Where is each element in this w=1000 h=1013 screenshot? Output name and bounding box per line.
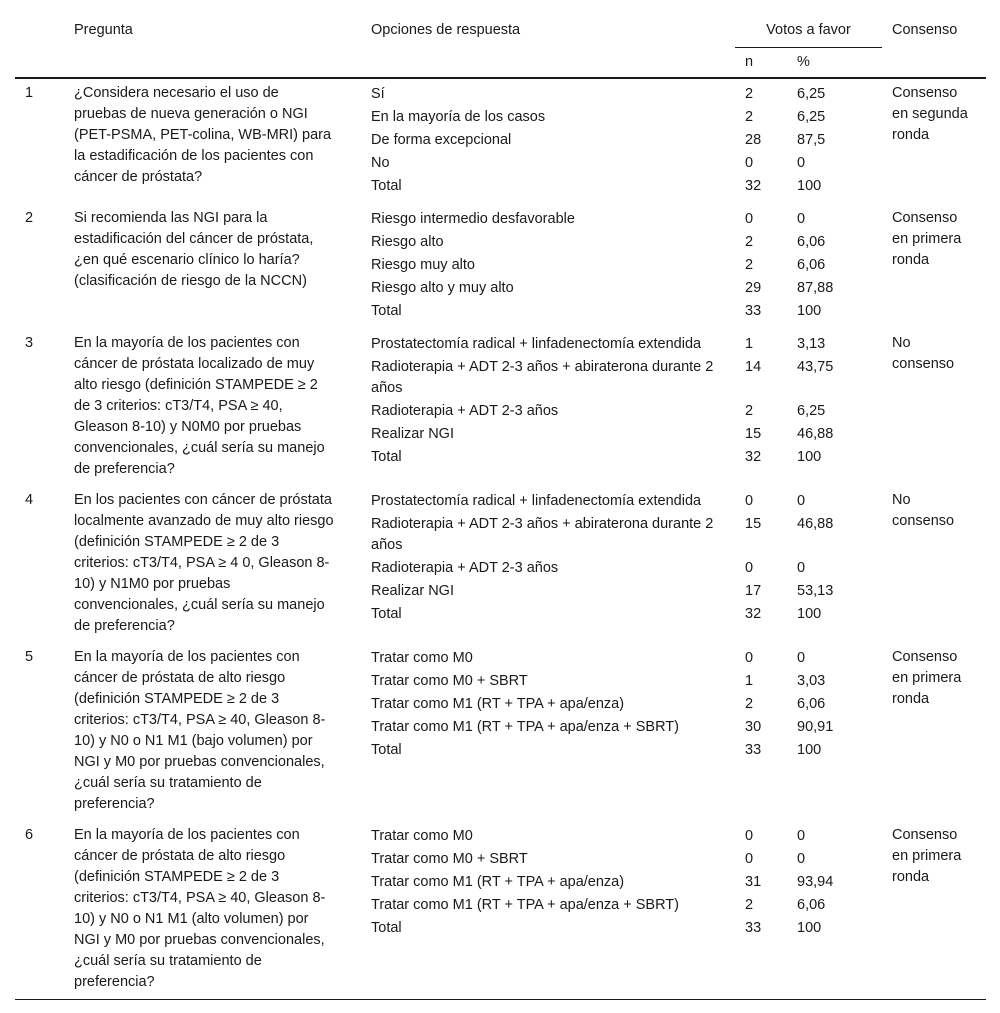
consensus-text: No consenso	[892, 335, 955, 372]
option-n: 0	[745, 650, 754, 666]
question-number: 6	[15, 821, 74, 1000]
votes-pct-cell	[797, 329, 882, 486]
option-pct: 0	[797, 560, 806, 576]
option-item	[371, 400, 715, 423]
option-n: 15	[745, 516, 762, 532]
option-item	[371, 739, 715, 762]
votes-pct-cell	[797, 78, 882, 204]
option-n: 0	[745, 211, 754, 227]
option-pct: 93,94	[797, 874, 834, 890]
question-number: 5	[25, 649, 34, 665]
option-label: Riesgo alto	[371, 234, 444, 250]
option-n: 32	[745, 178, 762, 194]
header-pct: %	[797, 48, 882, 79]
option-item	[371, 848, 715, 871]
option-item	[371, 917, 715, 940]
option-item	[371, 647, 715, 670]
option-item	[371, 277, 715, 300]
option-label: Tratar como M1 (RT + TPA + apa/enza)	[371, 696, 625, 712]
option-label: Total	[371, 920, 402, 936]
option-n: 17	[745, 583, 762, 599]
question-number: 2	[25, 210, 34, 226]
option-n: 31	[745, 874, 762, 890]
subheader-row	[15, 48, 986, 79]
consensus-cell	[882, 821, 986, 1000]
option-pct: 100	[797, 449, 822, 465]
option-item	[371, 152, 715, 175]
option-pct: 90,91	[797, 719, 834, 735]
header-options: Opciones de respuesta	[371, 22, 521, 38]
option-n: 0	[745, 828, 754, 844]
question-cell	[74, 329, 371, 486]
question-text: En la mayoría de los pacientes con cáncer de próstata localizado de muy alto riesgo (definición STAMPEDE ≥ 2 de 3 criterios: cT3/T4, PSA ≥ 40, Gleason 8-10) y N0M0 por pruebas convencionales, ¿cuál sería su manejo de preferencia?	[74, 335, 325, 477]
option-label: Riesgo muy alto	[371, 257, 475, 273]
option-item	[371, 693, 715, 716]
option-label: Realizar NGI	[371, 583, 454, 599]
option-label: Tratar como M0	[371, 650, 473, 666]
consensus-text: Consenso en primera ronda	[892, 210, 962, 268]
option-pct: 100	[797, 606, 822, 622]
option-label: Tratar como M0 + SBRT	[371, 851, 528, 867]
header-consensus: Consenso	[892, 22, 958, 38]
option-n: 14	[745, 359, 762, 375]
question-cell	[74, 204, 371, 329]
header-num	[15, 14, 74, 48]
option-item	[371, 603, 715, 626]
option-n: 2	[745, 696, 754, 712]
option-label: Tratar como M0	[371, 828, 473, 844]
question-text: En los pacientes con cáncer de próstata localmente avanzado de muy alto riesgo (definición STAMPEDE ≥ 2 de 3 criterios: cT3/T4, PSA ≥ 4 0, Gleason 8-10) y N1M0 por pruebas convencionales, ¿cuál sería su manejo de preferencia?	[74, 492, 334, 634]
option-item	[371, 670, 715, 693]
option-pct: 43,75	[797, 359, 834, 375]
votes-n-cell	[735, 643, 797, 821]
option-n: 32	[745, 449, 762, 465]
option-pct: 6,25	[797, 403, 826, 419]
option-n: 2	[745, 897, 754, 913]
consensus-cell	[882, 78, 986, 204]
option-pct: 53,13	[797, 583, 834, 599]
option-n: 33	[745, 920, 762, 936]
header-votes: Votos a favor	[735, 14, 882, 48]
option-pct: 87,5	[797, 132, 826, 148]
table-row	[15, 329, 986, 486]
option-label: Radioterapia + ADT 2-3 años + abiraterona durante 2 años	[371, 359, 714, 396]
votes-pct-cell	[797, 643, 882, 821]
question-text: En la mayoría de los pacientes con cáncer de próstata de alto riesgo (definición STAMPEDE ≥ 2 de 3 criterios: cT3/T4, PSA ≥ 40, Gleason 8-10) y N0 o N1 M1 (alto volumen) por NGI y M0 por pruebas convencionales, ¿cuál sería su tratamiento de preferencia?	[74, 827, 326, 990]
option-label: Riesgo alto y muy alto	[371, 280, 514, 296]
option-label: Prostatectomía radical + linfadenectomía extendida	[371, 336, 702, 352]
option-n: 33	[745, 303, 762, 319]
header-n: n	[735, 48, 797, 79]
option-pct: 100	[797, 742, 822, 758]
option-n: 15	[745, 426, 762, 442]
option-label: En la mayoría de los casos	[371, 109, 546, 125]
question-number: 3	[25, 335, 34, 351]
option-item	[371, 129, 715, 152]
option-pct: 6,06	[797, 897, 826, 913]
consensus-cell	[882, 486, 986, 643]
option-label: Tratar como M0 + SBRT	[371, 673, 528, 689]
question-cell	[74, 486, 371, 643]
option-pct: 0	[797, 650, 806, 666]
option-n: 28	[745, 132, 762, 148]
option-item	[371, 175, 715, 198]
survey-body	[15, 78, 986, 1000]
option-item	[371, 356, 715, 400]
option-label: Total	[371, 742, 402, 758]
option-label: Total	[371, 606, 402, 622]
option-item	[371, 83, 715, 106]
option-item	[371, 513, 715, 557]
question-number: 4	[25, 492, 34, 508]
option-n: 2	[745, 109, 754, 125]
votes-n-cell	[735, 821, 797, 1000]
consensus-text: Consenso en primera ronda	[892, 649, 962, 707]
question-cell	[74, 643, 371, 821]
option-label: Prostatectomía radical + linfadenectomía extendida	[371, 493, 702, 509]
option-pct: 0	[797, 851, 806, 867]
votes-n-cell	[735, 204, 797, 329]
consensus-cell	[882, 329, 986, 486]
option-label: Radioterapia + ADT 2-3 años	[371, 560, 559, 576]
option-n: 0	[745, 155, 754, 171]
option-pct: 46,88	[797, 426, 834, 442]
option-item	[371, 490, 715, 513]
votes-pct-cell	[797, 821, 882, 1000]
consensus-text: Consenso en segunda ronda	[892, 85, 968, 143]
option-n: 2	[745, 257, 754, 273]
option-pct: 6,06	[797, 234, 826, 250]
option-item	[371, 254, 715, 277]
votes-n-cell	[735, 329, 797, 486]
option-pct: 46,88	[797, 516, 834, 532]
votes-pct-cell	[797, 204, 882, 329]
option-pct: 6,25	[797, 86, 826, 102]
options-cell	[371, 821, 735, 1000]
consensus-cell	[882, 204, 986, 329]
options-cell	[371, 204, 735, 329]
option-item	[371, 446, 715, 469]
question-text: Si recomienda las NGI para la estadificación del cáncer de próstata, ¿en qué escenario clínico lo haría? (clasificación de riesgo de la NCCN)	[74, 210, 314, 289]
option-item	[371, 106, 715, 129]
option-pct: 6,06	[797, 257, 826, 273]
question-cell	[74, 821, 371, 1000]
question-text: ¿Considera necesario el uso de pruebas de nueva generación o NGI (PET-PSMA, PET-colina, WB-MRI) para la estadificación de los pacientes con cáncer de próstata?	[74, 85, 332, 185]
table-row	[15, 486, 986, 643]
option-n: 32	[745, 606, 762, 622]
question-text: En la mayoría de los pacientes con cáncer de próstata de alto riesgo (definición STAMPEDE ≥ 2 de 3 criterios: cT3/T4, PSA ≥ 40, Gleason 8-10) y N0 o N1 M1 (bajo volumen) por NGI y M0 por pruebas convencionales, ¿cuál sería su tratamiento de preferencia?	[74, 649, 326, 812]
option-pct: 0	[797, 493, 806, 509]
header-question: Pregunta	[74, 22, 133, 38]
option-label: Realizar NGI	[371, 426, 454, 442]
option-n: 33	[745, 742, 762, 758]
option-item	[371, 894, 715, 917]
options-cell	[371, 329, 735, 486]
option-pct: 0	[797, 155, 806, 171]
option-label: Total	[371, 449, 402, 465]
option-label: Sí	[371, 86, 385, 102]
header-row	[15, 14, 986, 48]
option-pct: 3,13	[797, 336, 826, 352]
options-cell	[371, 78, 735, 204]
option-label: De forma excepcional	[371, 132, 512, 148]
option-n: 2	[745, 86, 754, 102]
consensus-cell	[882, 643, 986, 821]
option-pct: 87,88	[797, 280, 834, 296]
question-number: 1	[25, 85, 34, 101]
option-pct: 100	[797, 303, 822, 319]
question-cell	[74, 78, 371, 204]
option-n: 0	[745, 560, 754, 576]
option-label: Riesgo intermedio desfavorable	[371, 211, 575, 227]
option-item	[371, 871, 715, 894]
option-n: 0	[745, 851, 754, 867]
option-n: 2	[745, 403, 754, 419]
votes-pct-cell	[797, 486, 882, 643]
option-n: 29	[745, 280, 762, 296]
option-n: 1	[745, 673, 754, 689]
votes-n-cell	[735, 486, 797, 643]
option-label: No	[371, 155, 390, 171]
option-pct: 100	[797, 920, 822, 936]
option-label: Radioterapia + ADT 2-3 años	[371, 403, 559, 419]
option-label: Total	[371, 178, 402, 194]
consensus-text: Consenso en primera ronda	[892, 827, 962, 885]
option-item	[371, 333, 715, 356]
option-pct: 6,06	[797, 696, 826, 712]
table-row	[15, 643, 986, 821]
table-row	[15, 78, 986, 204]
option-item	[371, 580, 715, 603]
option-pct: 3,03	[797, 673, 826, 689]
option-item	[371, 557, 715, 580]
option-n: 0	[745, 493, 754, 509]
table-row	[15, 204, 986, 329]
table-row	[15, 821, 986, 1000]
consensus-text: No consenso	[892, 492, 955, 529]
options-cell	[371, 486, 735, 643]
option-label: Radioterapia + ADT 2-3 años + abiraterona durante 2 años	[371, 516, 714, 553]
option-item	[371, 825, 715, 848]
option-item	[371, 300, 715, 323]
option-pct: 0	[797, 828, 806, 844]
survey-table	[15, 14, 986, 1000]
option-label: Tratar como M1 (RT + TPA + apa/enza)	[371, 874, 625, 890]
option-label: Tratar como M1 (RT + TPA + apa/enza + SBRT)	[371, 719, 679, 735]
option-item	[371, 716, 715, 739]
option-item	[371, 231, 715, 254]
option-n: 2	[745, 234, 754, 250]
option-pct: 100	[797, 178, 822, 194]
option-pct: 6,25	[797, 109, 826, 125]
votes-n-cell	[735, 78, 797, 204]
option-label: Total	[371, 303, 402, 319]
options-cell	[371, 643, 735, 821]
option-n: 30	[745, 719, 762, 735]
option-label: Tratar como M1 (RT + TPA + apa/enza + SBRT)	[371, 897, 679, 913]
option-n: 1	[745, 336, 754, 352]
option-item	[371, 423, 715, 446]
option-pct: 0	[797, 211, 806, 227]
option-item	[371, 208, 715, 231]
